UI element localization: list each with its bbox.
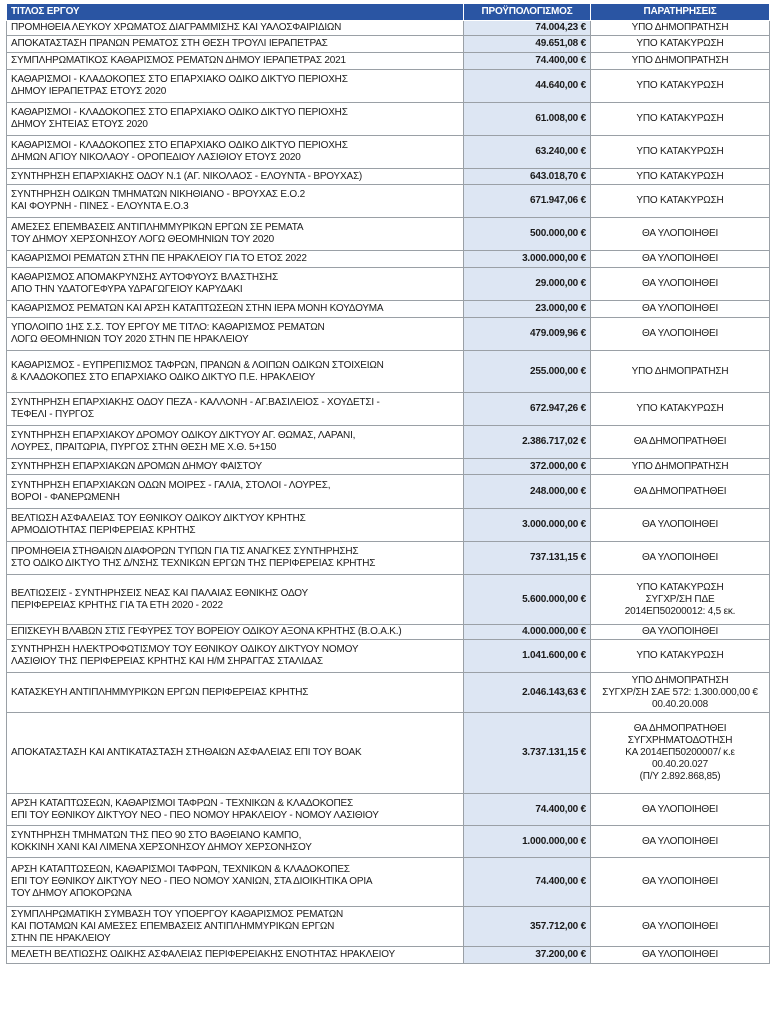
project-title-line: ΣΥΝΤΗΡΗΣΗ ΕΠΑΡΧΙΑΚΩΝ ΟΔΩΝ ΜΟΙΡΕΣ - ΓΑΛΙΑ, ΣΤΟΛΟΙ - ΛΟΥΡΕΣ, <box>11 479 331 491</box>
table-row <box>7 53 770 70</box>
project-title-cell <box>7 268 464 301</box>
table-row <box>7 393 770 426</box>
project-title-line: ΣΥΝΤΗΡΗΣΗ ΕΠΑΡΧΙΑΚΩΝ ΔΡΟΜΩΝ ΔΗΜΟΥ ΦΑΙΣΤΟΥ <box>11 460 262 472</box>
projects-table <box>6 3 770 964</box>
project-title-cell <box>7 169 464 185</box>
notes-cell <box>591 426 770 459</box>
project-title-cell <box>7 251 464 268</box>
notes-line: ΘΑ ΔΗΜΟΠΡΑΤΗΘΕΙ <box>633 436 727 447</box>
project-title-line: ΥΠΟΛΟΙΠΟ 1ΗΣ Σ.Σ. ΤΟΥ ΕΡΓΟΥ ΜΕ ΤΙΤΛΟ: ΚΑΘΑΡΙΣΜΟΣ ΡΕΜΑΤΩΝ <box>11 322 325 333</box>
notes-cell <box>591 169 770 185</box>
notes-cell <box>591 218 770 251</box>
project-title-line: ΣΥΝΤΗΡΗΣΗ ΕΠΑΡΧΙΑΚΟΥ ΔΡΟΜΟΥ ΟΔΙΚΟΥ ΔΙΚΤΥΟΥ ΑΓ. ΘΩΜΑΣ, ΛΑΡΑΝΙ, <box>11 430 356 441</box>
project-title-line: ΣΤΗΝ ΠΕ ΗΡΑΚΛΕΙΟΥ <box>11 932 111 944</box>
notes-line: ΥΠΟ ΚΑΤΑΚΥΡΩΣΗ <box>636 146 724 157</box>
notes-line: ΘΑ ΥΛΟΠΟΙΗΘΕΙ <box>641 835 719 847</box>
header-title: ΤΙΤΛΟΣ ΕΡΓΟΥ <box>7 4 464 21</box>
notes-cell <box>591 947 770 964</box>
project-title-cell <box>7 136 464 169</box>
table-row <box>7 136 770 169</box>
budget-cell: 357.712,00 € <box>464 907 591 947</box>
project-title-line: ΑΜΕΣΕΣ ΕΠΕΜΒΑΣΕΙΣ ΑΝΤΙΠΛΗΜΜΥΡΙΚΩΝ ΕΡΓΩΝ ΣΕ ΡΕΜΑΤΑ <box>11 222 304 233</box>
budget-cell: 49.651,08 € <box>464 36 591 53</box>
project-title-line: ΚΑΘΑΡΙΣΜΟΙ - ΚΛΑΔΟΚΟΠΕΣ ΣΤΟ ΕΠΑΡΧΙΑΚΟ ΟΔΙΚΟ ΔΙΚΤΥΟ ΠΕΡΙΟΧΗΣ <box>11 74 348 85</box>
project-title-cell <box>7 459 464 475</box>
notes-line: ΣΥΓΧΡ/ΣΗ ΣΑΕ 572: 1.300.000,00 € <box>602 686 758 698</box>
project-title-line: ΚΑΤΑΣΚΕΥΗ ΑΝΤΙΠΛΗΜΜΥΡΙΚΩΝ ΕΡΓΩΝ ΠΕΡΙΦΕΡΕΙΑΣ ΚΡΗΤΗΣ <box>11 686 309 698</box>
table-row <box>7 21 770 36</box>
project-title-line: ΛΟΓΩ ΘΕΟΜΗΝΙΩΝ ΤΟΥ 2020 ΣΤΗΝ ΠΕ ΗΡΑΚΛΕΙΟΥ <box>11 334 249 345</box>
budget-cell: 29.000,00 € <box>464 268 591 301</box>
notes-cell <box>591 542 770 575</box>
project-title-cell <box>7 858 464 907</box>
notes-line: ΘΑ ΥΛΟΠΟΙΗΘΕΙ <box>641 552 719 563</box>
table-row <box>7 826 770 858</box>
project-title-line: ΛΟΥΡΕΣ, ΠΡΑΙΤΩΡΙΑ, ΠΥΡΓΟΣ ΣΤΗΝ ΘΕΣΗ ΜΕ Χ.Θ. 5+150 <box>11 442 277 453</box>
project-title-cell <box>7 53 464 70</box>
budget-cell: 74.400,00 € <box>464 53 591 70</box>
project-title-cell <box>7 640 464 673</box>
project-title-line: ΑΡΣΗ ΚΑΤΑΠΤΩΣΕΩΝ, ΚΑΘΑΡΙΣΜΟΙ ΤΑΦΡΩΝ, ΤΕΧΝΙΚΩΝ & ΚΛΑΔΟΚΟΠΕΣ <box>11 864 350 875</box>
table-row <box>7 625 770 640</box>
table-row <box>7 640 770 673</box>
budget-cell: 643.018,70 € <box>464 169 591 185</box>
project-title-line: ΕΠΙ ΤΟΥ ΕΘΝΙΚΟΥ ΔΙΚΤΥΟΥ ΝΕΟ - ΠΕΟ ΝΟΜΟΥ ΗΡΑΚΛΕΙΟΥ - ΝΟΜΟΥ ΛΑΣΙΘΙΟΥ <box>11 809 379 821</box>
notes-cell <box>591 673 770 713</box>
notes-cell <box>591 318 770 351</box>
project-title-line: ΚΑΘΑΡΙΣΜΟΣ ΡΕΜΑΤΩΝ ΚΑΙ ΑΡΣΗ ΚΑΤΑΠΤΩΣΕΩΝ ΣΤΗΝ ΙΕΡΑ ΜΟΝΗ ΚΟΥΔΟΥΜΑ <box>11 303 384 314</box>
notes-line: ΥΠΟ ΚΑΤΑΚΥΡΩΣΗ <box>636 581 724 593</box>
budget-cell: 255.000,00 € <box>464 351 591 393</box>
project-title-line: ΚΑΘΑΡΙΣΜΟΙ ΡΕΜΑΤΩΝ ΣΤΗΝ ΠΕ ΗΡΑΚΛΕΙΟΥ ΓΙΑ ΤΟ ΕΤΟΣ 2022 <box>11 253 307 264</box>
table-row <box>7 794 770 826</box>
project-title-line: ΕΠΙ ΤΟΥ ΕΘΝΙΚΟΥ ΔΙΚΤΥΟΥ ΝΕΟ - ΠΕΟ ΝΟΜΟΥ ΧΑΝΙΩΝ, ΣΤΑ ΔΙΟΙΚΗΤΙΚΑ ΟΡΙΑ <box>11 876 373 887</box>
budget-cell: 44.640,00 € <box>464 70 591 103</box>
notes-line: ΥΠΟ ΚΑΤΑΚΥΡΩΣΗ <box>636 113 724 124</box>
budget-cell: 372.000,00 € <box>464 459 591 475</box>
notes-line: 00.40.20.027 <box>652 759 708 770</box>
budget-cell: 3.000.000,00 € <box>464 251 591 268</box>
project-title-line: ΣΤΟ ΟΔΙΚΟ ΔΙΚΤΥΟ ΤΗΣ Δ/ΝΣΗΣ ΤΕΧΝΙΚΩΝ ΕΡΓΩΝ ΤΗΣ ΠΕΡΙΦΕΡΕΙΑΣ ΚΡΗΤΗΣ <box>11 558 376 569</box>
project-title-cell <box>7 185 464 218</box>
project-title-cell <box>7 826 464 858</box>
budget-cell: 1.000.000,00 € <box>464 826 591 858</box>
project-title-cell <box>7 351 464 393</box>
project-title-line: ΑΠΟΚΑΤΑΣΤΑΣΗ ΠΡΑΝΩΝ ΡΕΜΑΤΟΣ ΣΤΗ ΘΕΣΗ ΤΡΟΥΛΙ ΙΕΡΑΠΕΤΡΑΣ <box>11 38 328 49</box>
budget-cell: 248.000,00 € <box>464 475 591 509</box>
budget-cell: 61.008,00 € <box>464 103 591 136</box>
notes-cell <box>591 185 770 218</box>
project-title-cell <box>7 542 464 575</box>
notes-cell <box>591 21 770 36</box>
project-title-line: ΚΑΙ ΦΟΥΡΝΗ - ΠΙΝΕΣ - ΕΛΟΥΝΤΑ Ε.Ο.3 <box>11 201 189 212</box>
notes-cell <box>591 301 770 318</box>
table-row <box>7 713 770 794</box>
project-title-cell <box>7 393 464 426</box>
table-body <box>7 21 770 964</box>
notes-line: ΣΥΓΧΡ/ΣΗ ΠΔΕ <box>645 593 715 605</box>
table-row <box>7 858 770 907</box>
project-title-cell <box>7 794 464 826</box>
notes-cell <box>591 625 770 640</box>
table-row <box>7 509 770 542</box>
budget-cell: 23.000,00 € <box>464 301 591 318</box>
table-row <box>7 301 770 318</box>
notes-cell <box>591 475 770 509</box>
notes-cell <box>591 640 770 673</box>
notes-cell <box>591 53 770 70</box>
notes-line: ΘΑ ΥΛΟΠΟΙΗΘΕΙ <box>641 949 719 960</box>
budget-cell: 5.600.000,00 € <box>464 575 591 625</box>
budget-cell: 37.200,00 € <box>464 947 591 964</box>
notes-line: ΘΑ ΥΛΟΠΟΙΗΘΕΙ <box>641 228 719 239</box>
notes-line: ΥΠΟ ΔΗΜΟΠΡΑΤΗΣΗ <box>631 460 729 472</box>
header-budget: ΠΡΟΫΠΟΛΟΓΙΣΜΟΣ <box>464 4 591 21</box>
notes-line: ΘΑ ΔΗΜΟΠΡΑΤΗΘΕΙ <box>633 485 727 497</box>
table-row <box>7 103 770 136</box>
notes-line: ΘΑ ΥΛΟΠΟΙΗΘΕΙ <box>641 876 719 887</box>
header-row <box>7 4 770 21</box>
project-title-cell <box>7 625 464 640</box>
project-title-line: ΣΥΜΠΛΗΡΩΜΑΤΙΚΗ ΣΥΜΒΑΣΗ ΤΟΥ ΥΠΟΕΡΓΟΥ ΚΑΘΑΡΙΣΜΟΣ ΡΕΜΑΤΩΝ <box>11 908 344 920</box>
project-title-line: ΑΠΟΚΑΤΑΣΤΑΣΗ ΚΑΙ ΑΝΤΙΚΑΤΑΣΤΑΣΗ ΣΤΗΘΑΙΩΝ ΑΣΦΑΛΕΙΑΣ ΕΠΙ ΤΟΥ ΒΟΑΚ <box>11 747 362 758</box>
project-title-line: ΣΥΜΠΛΗΡΩΜΑΤΙΚΟΣ ΚΑΘΑΡΙΣΜΟΣ ΡΕΜΑΤΩΝ ΔΗΜΟΥ ΙΕΡΑΠΕΤΡΑΣ 2021 <box>11 55 346 66</box>
project-title-cell <box>7 907 464 947</box>
project-title-cell <box>7 947 464 964</box>
project-title-line: ΣΥΝΤΗΡΗΣΗ ΕΠΑΡΧΙΑΚΗΣ ΟΔΟΥ ΠΕΖΑ - ΚΑΛΛΟΝΗ - ΑΓ.ΒΑΣΙΛΕΙΟΣ - ΧΟΥΔΕΤΣΙ - <box>11 397 380 408</box>
project-title-cell <box>7 301 464 318</box>
project-title-line: ΑΡΜΟΔΙΟΤΗΤΑΣ ΠΕΡΙΦΕΡΕΙΑΣ ΚΡΗΤΗΣ <box>11 525 196 536</box>
notes-cell <box>591 268 770 301</box>
project-title-line: ΣΥΝΤΗΡΗΣΗ ΟΔΙΚΩΝ ΤΜΗΜΑΤΩΝ ΝΙΚΗΘΙΑΝΟ - ΒΡΟΥΧΑΣ Ε.Ο.2 <box>11 189 305 200</box>
notes-cell <box>591 907 770 947</box>
project-title-line: ΤΟΥ ΔΗΜΟΥ ΧΕΡΣΟΝΗΣΟΥ ΛΟΓΩ ΘΕΟΜΗΝΙΩΝ ΤΟΥ 2020 <box>11 234 275 245</box>
budget-cell: 671.947,06 € <box>464 185 591 218</box>
notes-cell <box>591 713 770 794</box>
project-title-cell <box>7 103 464 136</box>
project-title-cell <box>7 713 464 794</box>
notes-line: ΘΑ ΥΛΟΠΟΙΗΘΕΙ <box>641 519 719 530</box>
notes-cell <box>591 36 770 53</box>
notes-line: ΚΑ 2014ΕΠ50200007/ κ.ε <box>625 747 735 758</box>
project-title-line: ΣΥΝΤΗΡΗΣΗ ΤΜΗΜΑΤΩΝ ΤΗΣ ΠΕΟ 90 ΣΤΟ ΒΑΘΕΙΑΝΟ ΚΑΜΠΟ, <box>11 829 302 841</box>
project-title-line: ΛΑΣΙΘΙΟΥ ΤΗΣ ΠΕΡΙΦΕΡΕΙΑΣ ΚΡΗΤΗΣ ΚΑΙ Η/Μ ΣΗΡΑΓΓΑΣ ΣΤΑΛΙΔΑΣ <box>11 656 323 667</box>
project-title-line: ΚΟΚΚΙΝΗ ΧΑΝΙ ΚΑΙ ΛΙΜΕΝΑ ΧΕΡΣΟΝΗΣΟΥ ΔΗΜΟΥ ΧΕΡΣΟΝΗΣΟΥ <box>11 841 312 853</box>
notes-line: ΥΠΟ ΚΑΤΑΚΥΡΩΣΗ <box>636 170 724 182</box>
project-title-line: ΜΕΛΕΤΗ ΒΕΛΤΙΩΣΗΣ ΟΔΙΚΗΣ ΑΣΦΑΛΕΙΑΣ ΠΕΡΙΦΕΡΕΙΑΚΗΣ ΕΝΟΤΗΤΑΣ ΗΡΑΚΛΕΙΟΥ <box>11 949 395 960</box>
notes-line: ΘΑ ΥΛΟΠΟΙΗΘΕΙ <box>641 253 719 264</box>
project-title-line: ΒΟΡΟΙ - ΦΑΝΕΡΩΜΕΝΗ <box>11 491 120 503</box>
budget-cell: 63.240,00 € <box>464 136 591 169</box>
project-title-line: ΚΑΘΑΡΙΣΜΟΣ ΑΠΟΜΑΚΡΥΝΣΗΣ ΑΥΤΟΦΥΟΥΣ ΒΛΑΣΤΗΣΗΣ <box>11 272 278 283</box>
table-row <box>7 251 770 268</box>
notes-line: ΘΑ ΥΛΟΠΟΙΗΘΕΙ <box>641 626 719 637</box>
project-title-line: ΣΥΝΤΗΡΗΣΗ ΗΛΕΚΤΡΟΦΩΤΙΣΜΟΥ ΤΟΥ ΕΘΝΙΚΟΥ ΟΔΙΚΟΥ ΔΙΚΤΥΟΥ ΝΟΜΟΥ <box>11 644 359 655</box>
table-row <box>7 36 770 53</box>
project-title-line: ΚΑΘΑΡΙΣΜΟΙ - ΚΛΑΔΟΚΟΠΕΣ ΣΤΟ ΕΠΑΡΧΙΑΚΟ ΟΔΙΚΟ ΔΙΚΤΥΟ ΠΕΡΙΟΧΗΣ <box>11 107 348 118</box>
budget-cell: 4.000.000,00 € <box>464 625 591 640</box>
budget-cell: 74.004,23 € <box>464 21 591 36</box>
project-title-line: ΤΕΦΕΛΙ - ΠΥΡΓΟΣ <box>11 409 94 420</box>
project-title-line: ΚΑΘΑΡΙΣΜΟΙ - ΚΛΑΔΟΚΟΠΕΣ ΣΤΟ ΕΠΑΡΧΙΑΚΟ ΟΔΙΚΟ ΔΙΚΤΥΟ ΠΕΡΙΟΧΗΣ <box>11 140 348 151</box>
table-row <box>7 575 770 625</box>
budget-cell: 74.400,00 € <box>464 858 591 907</box>
notes-cell <box>591 575 770 625</box>
project-title-line: ΕΠΙΣΚΕΥΗ ΒΛΑΒΩΝ ΣΤΙΣ ΓΕΦΥΡΕΣ ΤΟΥ ΒΟΡΕΙΟΥ ΟΔΙΚΟΥ ΑΞΟΝΑ ΚΡΗΤΗΣ (Β.Ο.Α.Κ.) <box>11 626 402 637</box>
notes-cell <box>591 459 770 475</box>
project-title-line: ΚΑΘΑΡΙΣΜΟΣ - ΕΥΠΡΕΠΙΣΜΟΣ ΤΑΦΡΩΝ, ΠΡΑΝΩΝ & ΛΟΙΠΩΝ ΟΔΙΚΩΝ ΣΤΟΙΧΕΙΩΝ <box>11 359 384 371</box>
project-title-line: ΠΕΡΙΦΕΡΕΙΑΣ ΚΡΗΤΗΣ ΓΙΑ ΤΑ ΕΤΗ 2020 - 2022 <box>11 599 223 611</box>
project-title-line: ΠΡΟΜΗΘΕΙΑ ΛΕΥΚΟΥ ΧΡΩΜΑΤΟΣ ΔΙΑΓΡΑΜΜΙΣΗΣ ΚΑΙ ΥΑΛΟΣΦΑΙΡΙΔΙΩΝ <box>11 22 342 33</box>
notes-cell <box>591 393 770 426</box>
budget-cell: 672.947,26 € <box>464 393 591 426</box>
notes-cell <box>591 103 770 136</box>
project-title-cell <box>7 70 464 103</box>
project-title-cell <box>7 426 464 459</box>
notes-cell <box>591 794 770 826</box>
table-row <box>7 351 770 393</box>
notes-line: 2014ΕΠ50200012: 4,5 εκ. <box>624 605 736 617</box>
notes-cell <box>591 858 770 907</box>
project-title-line: ΔΗΜΟΥ ΙΕΡΑΠΕΤΡΑΣ ΕΤΟΥΣ 2020 <box>11 86 167 97</box>
table-row <box>7 947 770 964</box>
table-row <box>7 218 770 251</box>
notes-line: ΥΠΟ ΚΑΤΑΚΥΡΩΣΗ <box>636 650 724 661</box>
table-row <box>7 459 770 475</box>
project-title-line: ΣΥΝΤΗΡΗΣΗ ΕΠΑΡΧΙΑΚΗΣ ΟΔΟΥ Ν.1 (ΑΓ. ΝΙΚΟΛΑΟΣ - ΕΛΟΥΝΤΑ - ΒΡΟΥΧΑΣ) <box>11 170 363 182</box>
notes-line: ΘΑ ΥΛΟΠΟΙΗΘΕΙ <box>641 328 719 339</box>
table-row <box>7 268 770 301</box>
project-title-cell <box>7 21 464 36</box>
budget-cell: 3.737.131,15 € <box>464 713 591 794</box>
budget-cell: 500.000,00 € <box>464 218 591 251</box>
budget-cell: 479.009,96 € <box>464 318 591 351</box>
table-row <box>7 673 770 713</box>
header-notes: ΠΑΡΑΤΗΡΗΣΕΙΣ <box>591 4 770 21</box>
project-title-cell <box>7 509 464 542</box>
notes-line: ΥΠΟ ΔΗΜΟΠΡΑΤΗΣΗ <box>631 674 729 686</box>
notes-line: ΥΠΟ ΚΑΤΑΚΥΡΩΣΗ <box>636 80 724 91</box>
table-row <box>7 318 770 351</box>
notes-line: ΘΑ ΥΛΟΠΟΙΗΘΕΙ <box>641 303 719 314</box>
project-title-line: ΔΗΜΟΥ ΣΗΤΕΙΑΣ ΕΤΟΥΣ 2020 <box>11 119 148 130</box>
notes-line: ΥΠΟ ΔΗΜΟΠΡΑΤΗΣΗ <box>631 55 729 66</box>
notes-line: ΣΥΓΧΡΗΜΑΤΟΔΟΤΗΣΗ <box>627 735 733 746</box>
table-row <box>7 475 770 509</box>
budget-cell: 2.386.717,02 € <box>464 426 591 459</box>
notes-cell <box>591 351 770 393</box>
project-title-cell <box>7 673 464 713</box>
project-title-cell <box>7 36 464 53</box>
project-title-line: ΠΡΟΜΗΘΕΙΑ ΣΤΗΘΑΙΩΝ ΔΙΑΦΟΡΩΝ ΤΥΠΩΝ ΓΙΑ ΤΙΣ ΑΝΑΓΚΕΣ ΣΥΝΤΗΡΗΣΗΣ <box>11 546 359 557</box>
project-title-line: ΒΕΛΤΙΩΣΕΙΣ - ΣΥΝΤΗΡΗΣΕΙΣ ΝΕΑΣ ΚΑΙ ΠΑΛΑΙΑΣ ΕΘΝΙΚΗΣ ΟΔΟΥ <box>11 587 308 599</box>
project-title-line: ΑΠΟ ΤΗΝ ΥΔΑΤΟΓΕΦΥΡΑ ΥΔΡΑΓΩΓΕΙΟΥ ΚΑΡΥΔΑΚΙ <box>11 284 243 295</box>
notes-line: ΘΑ ΥΛΟΠΟΙΗΘΕΙ <box>641 803 719 815</box>
notes-line: ΥΠΟ ΔΗΜΟΠΡΑΤΗΣΗ <box>631 365 729 377</box>
project-title-cell <box>7 318 464 351</box>
project-title-line: ΑΡΣΗ ΚΑΤΑΠΤΩΣΕΩΝ, ΚΑΘΑΡΙΣΜΟΙ ΤΑΦΡΩΝ - ΤΕΧΝΙΚΩΝ & ΚΛΑΔΟΚΟΠΕΣ <box>11 797 353 809</box>
table-row <box>7 542 770 575</box>
notes-cell <box>591 826 770 858</box>
table-row <box>7 185 770 218</box>
notes-line: ΥΠΟ ΚΑΤΑΚΥΡΩΣΗ <box>636 38 724 49</box>
project-title-line: ΔΗΜΩΝ ΑΓΙΟΥ ΝΙΚΟΛΑΟΥ - ΟΡΟΠΕΔΙΟΥ ΛΑΣΙΘΙΟΥ ΕΤΟΥΣ 2020 <box>11 152 301 163</box>
budget-cell: 74.400,00 € <box>464 794 591 826</box>
project-title-line: ΒΕΛΤΙΩΣΗ ΑΣΦΑΛΕΙΑΣ ΤΟΥ ΕΘΝΙΚΟΥ ΟΔΙΚΟΥ ΔΙΚΤΥΟΥ ΚΡΗΤΗΣ <box>11 513 306 524</box>
table-header <box>7 4 770 21</box>
notes-line: ΥΠΟ ΚΑΤΑΚΥΡΩΣΗ <box>636 403 724 414</box>
table-row <box>7 426 770 459</box>
notes-cell <box>591 70 770 103</box>
project-title-line: ΚΑΙ ΠΟΤΑΜΩΝ ΚΑΙ ΑΜΕΣΕΣ ΕΠΕΜΒΑΣΕΙΣ ΑΝΤΙΠΛΗΜΜΥΡΙΚΩΝ ΕΡΓΩΝ <box>11 920 335 932</box>
project-title-line: & ΚΛΑΔΟΚΟΠΕΣ ΣΤΟ ΕΠΑΡΧΙΑΚΟ ΟΔΙΚΟ ΔΙΚΤΥΟ Π.Ε. ΗΡΑΚΛΕΙΟΥ <box>11 371 316 383</box>
notes-cell <box>591 509 770 542</box>
budget-cell: 1.041.600,00 € <box>464 640 591 673</box>
project-title-line: ΤΟΥ ΔΗΜΟΥ ΑΠΟΚΟΡΩΝΑ <box>11 888 132 899</box>
project-title-cell <box>7 475 464 509</box>
notes-cell <box>591 136 770 169</box>
notes-cell <box>591 251 770 268</box>
project-title-cell <box>7 218 464 251</box>
table-row <box>7 70 770 103</box>
notes-line: 00.40.20.008 <box>652 698 708 710</box>
table-row <box>7 907 770 947</box>
budget-cell: 3.000.000,00 € <box>464 509 591 542</box>
notes-line: ΘΑ ΥΛΟΠΟΙΗΘΕΙ <box>641 920 719 932</box>
table-row <box>7 169 770 185</box>
notes-line: ΘΑ ΔΗΜΟΠΡΑΤΗΘΕΙ <box>633 723 727 734</box>
project-title-cell <box>7 575 464 625</box>
notes-line: ΘΑ ΥΛΟΠΟΙΗΘΕΙ <box>641 278 719 289</box>
budget-cell: 2.046.143,63 € <box>464 673 591 713</box>
budget-cell: 737.131,15 € <box>464 542 591 575</box>
notes-line: ΥΠΟ ΚΑΤΑΚΥΡΩΣΗ <box>636 195 724 206</box>
notes-line: (Π/Υ 2.892.868,85) <box>639 771 721 782</box>
notes-line: ΥΠΟ ΔΗΜΟΠΡΑΤΗΣΗ <box>631 22 729 33</box>
